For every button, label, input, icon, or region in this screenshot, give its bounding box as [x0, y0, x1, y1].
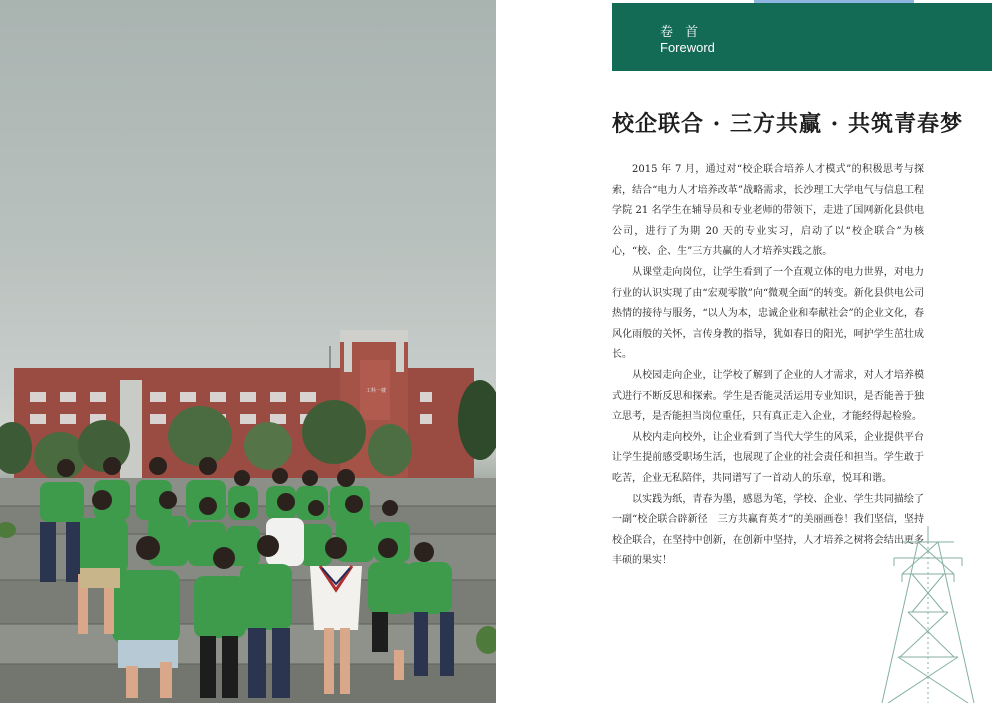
- article-title: 校企联合 · 三方共赢 · 共筑青春梦: [612, 111, 963, 137]
- section-title-en: Foreword: [660, 40, 715, 55]
- paragraph: 2015 年 7 月，通过对“校企联合培养人才模式”的积极思考与探索，结合“电力人才培养改革”战略需求，长沙理工大学电气与信息工程学院 21 名学生在辅导员和专业老师的带领下，走进了国网新化县供电公司，进行了为期 20 天的专业实习，启动了以“校企联合”为核心，“校、企、生”三方共赢的人才培养实践之旅。: [612, 164, 924, 258]
- section-header-band: [612, 3, 992, 71]
- building-sign: 工科一楼: [366, 388, 387, 394]
- paragraph: 从校内走向校外，让企业看到了当代大学生的风采，企业提供平台让学生提前感受职场生活，也展现了企业的社会责任和担当。学生敢于吃苦，企业无私陪伴，共同谱写了一首动人的乐章，悦耳和谐。: [612, 431, 924, 484]
- section-title-cn: 卷 首: [660, 25, 703, 40]
- transmission-tower-illustration: [872, 522, 984, 703]
- article-body: [612, 160, 924, 572]
- foreword-page: [496, 0, 993, 703]
- group-photo: [0, 0, 496, 703]
- paragraph: 从校园走向企业，让学校了解到了企业的人才需求，对人才培养模式进行不断反思和探索。学生是否能灵活运用专业知识，是否能善于独立思考，是否能担当岗位重任，只有真正走入企业，才能经得起检验。: [612, 369, 924, 423]
- paragraph: 以实践为纸，青春为墨，感恩为笔，学校、企业、学生共同描绘了一副“校企联合辟新径 三方共赢育英才”的美丽画卷！我们坚信，坚持校企联合，在坚持中创新，在创新中坚持，人才培养之树将会结出更多丰硕的果实！: [612, 493, 924, 567]
- paragraph: 从课堂走向岗位，让学生看到了一个直观立体的电力世界，对电力行业的认识实现了由“宏观零散”向“微观全面”的转变。新化县供电公司热情的接待与服务，“以人为本，忠诚企业和奉献社会”的企业文化，春风化雨般的关怀，言传身教的指导，犹如春日的阳光，呵护学生茁壮成长。: [612, 266, 924, 361]
- photo-scene: [0, 0, 496, 703]
